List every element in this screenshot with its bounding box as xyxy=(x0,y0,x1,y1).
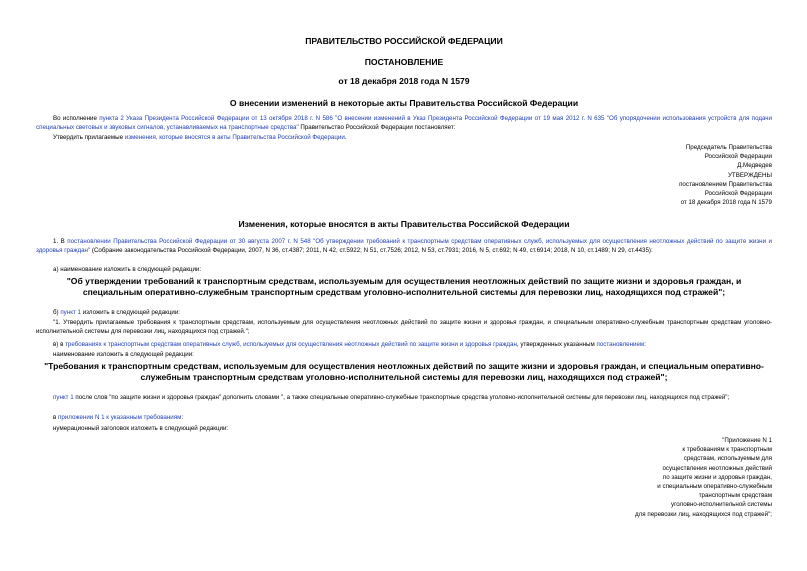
intro-text-b: Правительство Российской Федерации постановляет: xyxy=(298,124,456,132)
appendix-line: осуществления неотложных действий xyxy=(662,464,772,472)
prilozh-text-a: в xyxy=(53,414,59,421)
changes-title: Изменения, которые вносятся в акты Правительства Российской Федерации xyxy=(238,219,570,229)
appendix-line: уголовно-исполнительной системы xyxy=(671,501,772,509)
government-heading: ПРАВИТЕЛЬСТВО РОССИЙСКОЙ ФЕДЕРАЦИИ xyxy=(305,36,503,46)
approve-paragraph xyxy=(36,133,772,142)
sub-b-text-b: изложить в следующей редакции: xyxy=(80,309,181,316)
approval-line: от 18 декабря 2018 года N 1579 xyxy=(680,199,772,207)
sub-v-text-c: : xyxy=(644,341,646,348)
punkt-1-link-2[interactable]: пункт 1 xyxy=(53,394,74,401)
date-number: от 18 декабря 2018 года N 1579 xyxy=(338,76,470,86)
requirements-link[interactable]: требованиях к транспортным средствам оперативных служб, используемых для осуществления неотложных действий по защите жизни и здоровья граждан xyxy=(65,341,517,348)
appendix-line: по защите жизни и здоровья граждан, xyxy=(662,473,772,481)
prilozh-text-b: : xyxy=(181,414,184,421)
numbered-heading-line: нумерационный заголовок изложить в следующей редакции: xyxy=(53,425,229,432)
item1-text-a: 1. В xyxy=(53,238,68,245)
approve-text-a: Утвердить прилагаемые xyxy=(53,134,125,141)
ukaz-586-link[interactable]: пункта 2 Указа Президента Российской Федерации от 13 октября 2018 г. N 586 "О внесении изменений в Указ Президента Российской Федерации от 19 мая 2012 г. N 635 "Об упорядочении использования устройств для подачи специальных световых и звуковых сигналов, устанавливаемых на транспортные средства" xyxy=(36,115,772,132)
item-1 xyxy=(36,237,772,255)
prilozhenie-paragraph xyxy=(36,413,772,422)
page-title: О внесении изменений в некоторые акты Правительства Российской Федерации xyxy=(229,98,579,108)
quote-punkt-1: "1. Утвердить прилагаемые требования к транспортным средствам, используемым для осуществления неотложных действий по защите жизни и здоровья граждан, и специальным оперативно-служебным транспортным средствам уголовно-исполнительной системы для перевозки лиц, находящихся под стражей."; xyxy=(36,319,772,336)
sub-v-text-b: , утвержденных указанным xyxy=(516,341,597,348)
signature-line: Председатель Правительства xyxy=(685,144,772,151)
approval-line: УТВЕРЖДЕНЫ xyxy=(728,171,772,179)
approve-text-b: . xyxy=(344,134,347,141)
punkt-1-paragraph xyxy=(36,393,772,402)
appendix-line: и специальным оперативно-служебным xyxy=(657,483,772,491)
approval-line: постановлением Правительства xyxy=(679,180,772,188)
signature-block xyxy=(679,143,772,207)
appendix-line: для перевозки лиц, находящихся под стражей"; xyxy=(635,510,772,518)
prilozhenie-1-link[interactable]: приложении N 1 к указанным требованиям xyxy=(58,414,182,421)
punkt1-text: после слов "по защите жизни и здоровья граждан" дополнить словами ", а также специальные оперативно-служебные транспортные средства уголовно-исполнительной системы для перевозки лиц, находящихся под стражей"; xyxy=(73,394,730,401)
appendix-block xyxy=(635,436,772,519)
intro-paragraph xyxy=(36,114,772,132)
sub-item-v xyxy=(36,340,772,349)
signature-line: Российской Федерации xyxy=(704,153,772,161)
punkt-1-link[interactable]: пункт 1 xyxy=(60,309,81,316)
appendix-line: "Приложение N 1 xyxy=(722,437,772,444)
quote-name-1: "Об утверждении требований к транспортным средствам, используемым для осуществления неотложных действий по защите жизни и здоровья граждан, и специальным оперативно-служебным транспортным средствам уголовно-исполнительной системы для перевозки лиц, находящихся под стражей"; xyxy=(66,276,742,298)
sub-item-a: а) наименование изложить в следующей редакции: xyxy=(53,266,202,273)
doc-type-heading: ПОСТАНОВЛЕНИЕ xyxy=(364,57,444,67)
appendix-line: транспортным средствам xyxy=(698,492,772,500)
signature-line: Д.Медведев xyxy=(737,162,772,170)
approval-line: Российской Федерации xyxy=(704,190,772,198)
appendix-line: средствам, используемым для xyxy=(683,455,772,463)
quote-name-2: "Требования к транспортным средствам, используемым для осуществления неотложных действий по защите жизни и здоровья граждан, и специальным оперативно-служебным транспортным средствам уголовно-исполнительной системы для перевозки лиц, находящихся под стражей"; xyxy=(44,361,764,383)
appendix-line: к требованиям к транспортным xyxy=(682,446,772,454)
sub-item-b xyxy=(36,308,772,317)
intro-text-a: Во исполнение xyxy=(53,115,100,122)
postanovlenie-548-link[interactable]: постановлении Правительства Российской Федерации от 30 августа 2007 г. N 548 "Об утверждении требований к транспортным средствам оперативных служб, используемых для осуществления неотложных действий по защите жизни и здоровья граждан" xyxy=(36,238,772,255)
sub-v-name-line: наименование изложить в следующей редакции: xyxy=(53,351,194,358)
postanovlenie-link[interactable]: постановлением xyxy=(596,341,645,348)
sub-v-text-a: в) в xyxy=(53,341,66,348)
item1-text-b: (Собрание законодательства Российской Федерации, 2007, N 36, ст.4387; 2011, N 42, ст.5922; N 51, ст.7526; 2012, N 53, ст.7931; 2016, N 5, ст.692; N 49, ст.6914; 2018, N 10, ст.1489; N 29, ст.4435): xyxy=(90,247,653,255)
changes-link[interactable]: изменения, которые вносятся в акты Правительства Российской Федерации xyxy=(124,134,345,141)
sub-b-text-a: б) xyxy=(53,309,61,316)
